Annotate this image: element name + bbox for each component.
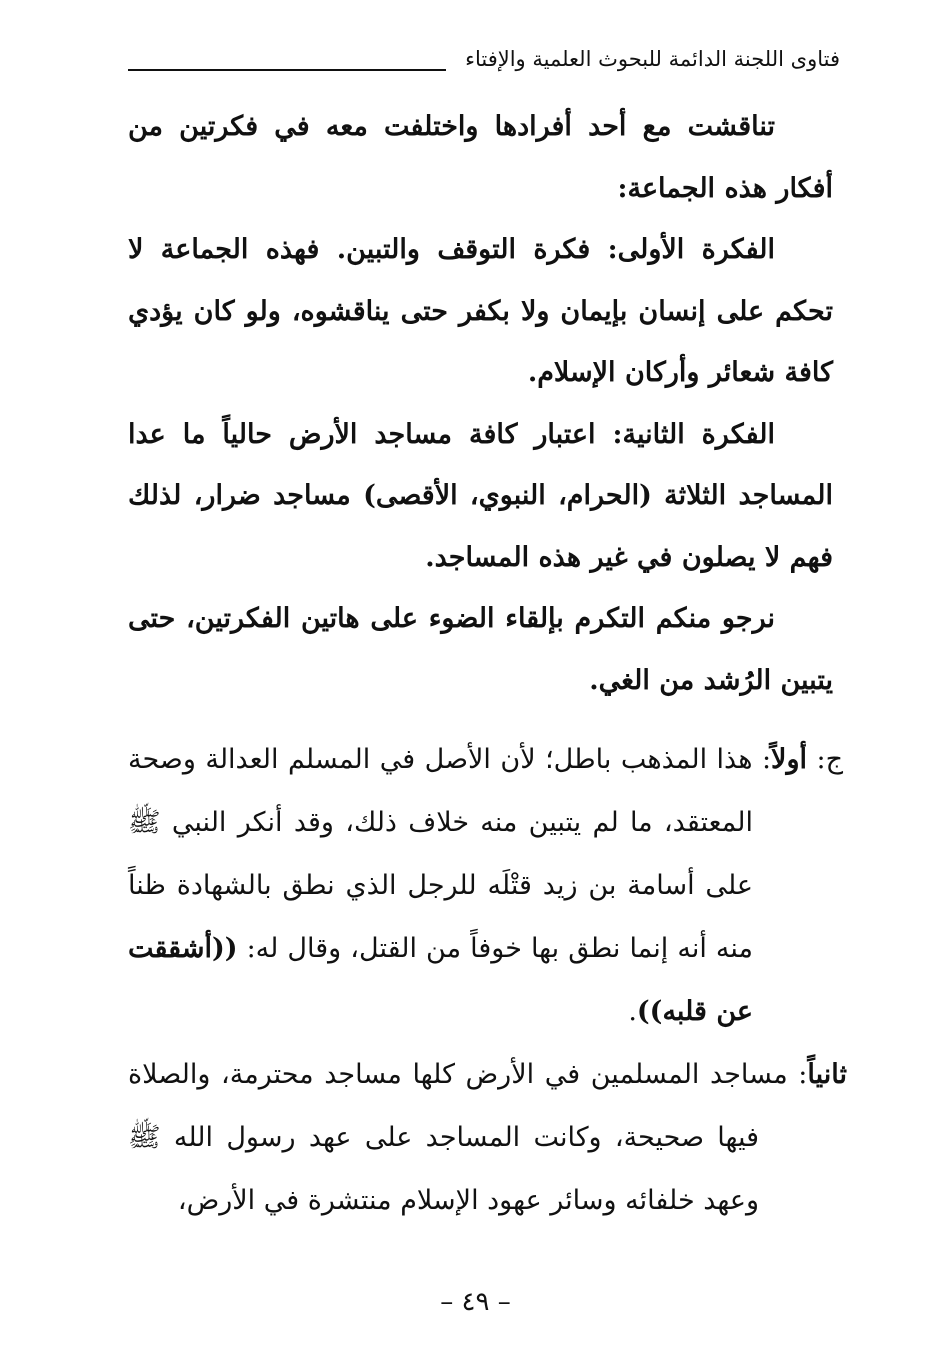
question-paragraph-4: نرجو منكم التكرم بإلقاء الضوء على هاتين الفكرتين، حتى يتبين الرُشد من الغي. [128, 603, 833, 696]
answer-text [128, 728, 847, 1232]
answer-prefix: ج: [807, 744, 844, 775]
question-paragraph-1: تناقشت مع أحد أفرادها واختلفت معه في فكرتين من أفكار هذه الجماعة: [128, 111, 833, 204]
answer-first-quote: ((أشققت عن قلبه)) [128, 933, 753, 1027]
answer-first-end: . [628, 996, 637, 1027]
running-header [128, 44, 840, 78]
answer-second-label: ثانياً [807, 1059, 847, 1090]
answer-point-2 [128, 1043, 847, 1232]
answer-first-label: أولاً [771, 744, 807, 775]
answer-point-1 [128, 728, 843, 1043]
question-text [128, 96, 833, 711]
answer-second-text: : مساجد المسلمين في الأرض كلها مساجد محترمة، والصلاة فيها صحيحة، وكانت المساجد على عهد رسول الله ﷺ وعهد خلفائه وسائر عهود الإسلام منتشرة في الأرض، [128, 1059, 808, 1216]
header-rule [128, 69, 446, 71]
question-paragraph-2: الفكرة الأولى: فكرة التوقف والتبين. فهذه الجماعة لا تحكم على إنسان بإيمان ولا بكفر حتى يناقشوه، ولو كان يؤدي كافة شعائر وأركان الإسلام. [128, 234, 833, 388]
answer-first-text: : هذا المذهب باطل؛ لأن الأصل في المسلم العدالة وصحة المعتقد، ما لم يتبين منه خلاف ذلك، وقد أنكر النبي ﷺ على أسامة بن زيد قتْلَه للرجل الذي نطق بالشهادة ظناً منه أنه إنما نطق بها خوفاً من القتل، وقال له: [128, 744, 772, 964]
page-number: – ٤٩ – [440, 1287, 511, 1317]
header-title: فتاوى اللجنة الدائمة للبحوث العلمية والإفتاء [465, 47, 840, 71]
question-paragraph-3: الفكرة الثانية: اعتبار كافة مساجد الأرض حالياً ما عدا المساجد الثلاثة (الحرام، النبوي، الأقصى) مساجد ضرار، لذلك فهم لا يصلون في غير هذه المساجد. [128, 418, 833, 573]
